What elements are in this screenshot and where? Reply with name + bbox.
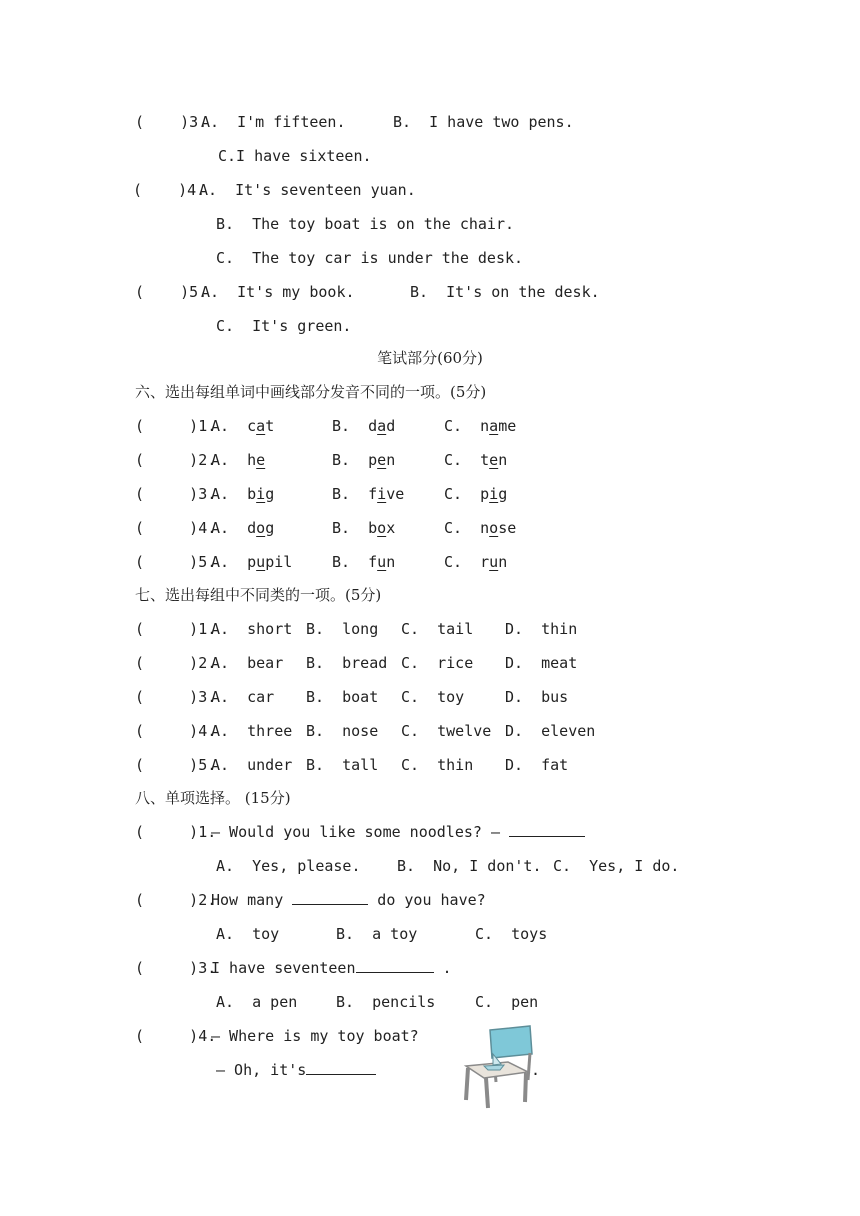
underlined-letter: i [489, 485, 499, 503]
s8-q4-number: ( )4. [135, 1027, 217, 1045]
word-part: g [265, 519, 275, 537]
underlined-letter: i [377, 485, 387, 503]
word-part: A. b [211, 485, 257, 503]
s8-q3-option-c: C. pen [475, 993, 539, 1011]
s8-q1-option-a: A. Yes, please. [216, 857, 361, 875]
word-part: C. r [444, 553, 490, 571]
word-part: B. p [332, 451, 378, 469]
listening-q5-option-a: A. It's my book. [201, 283, 355, 301]
s7-option-b: B. nose [306, 722, 379, 740]
s7-option-c: C. toy [401, 688, 465, 706]
s7-option-b: B. long [306, 620, 379, 638]
s8-q4-period: . [531, 1061, 541, 1079]
chair-back-post-right [528, 1053, 530, 1080]
s7-item-number: ( )5. [135, 756, 217, 774]
s6-option-b [332, 518, 395, 538]
s7-option-c: C. tail [401, 620, 474, 638]
s8-q3-option-b: B. pencils [336, 993, 436, 1011]
word-part: B. f [332, 485, 378, 503]
listening-q4-number: ( )4. [133, 181, 206, 199]
s8-q2-number: ( )2. [135, 891, 217, 909]
s7-option-a: A. short [211, 620, 293, 638]
s8-q2-stem-end: do you have? [368, 891, 486, 909]
s8-q1-stem [211, 822, 585, 842]
word-part: n [386, 451, 396, 469]
s8-q2-option-a: A. toy [216, 925, 280, 943]
listening-q4-option-b: B. The toy boat is on the chair. [216, 215, 515, 233]
word-part: C. n [444, 519, 490, 537]
s6-option-c [444, 518, 516, 538]
s8-q3-stem-end: . [433, 959, 452, 977]
s8-q3-option-a: A. a pen [216, 993, 298, 1011]
s8-q1-option-c: C. Yes, I do. [553, 857, 680, 875]
s6-item-number: ( )2. [135, 451, 217, 469]
s7-option-d: D. eleven [505, 722, 596, 740]
word-part: t [265, 417, 275, 435]
chair-with-boat-illustration [458, 1022, 541, 1112]
underlined-letter: o [489, 519, 499, 537]
s8-q2-answer-blank[interactable] [292, 890, 368, 905]
s7-option-b: B. tall [306, 756, 379, 774]
s8-q3-number: ( )3. [135, 959, 217, 977]
s8-q4-stem: — Where is my toy boat? [211, 1027, 419, 1045]
underlined-letter: o [256, 519, 266, 537]
s7-option-d: D. fat [505, 756, 569, 774]
underlined-letter: a [377, 417, 387, 435]
section6-title: 六、选出每组单词中画线部分发音不同的一项。(5分) [135, 383, 487, 401]
word-part: C. n [444, 417, 490, 435]
s8-q4-reply [216, 1060, 376, 1080]
s8-q2-option-c: C. toys [475, 925, 548, 943]
s7-option-a: A. bear [211, 654, 284, 672]
s6-item-number: ( )4. [135, 519, 217, 537]
listening-q5-option-c: C. It's green. [216, 317, 352, 335]
s7-item-number: ( )1. [135, 620, 217, 638]
listening-q3-option-c: C.I have sixteen. [218, 147, 372, 165]
underlined-letter: a [256, 417, 266, 435]
underlined-letter: u [377, 553, 387, 571]
word-part: A. h [211, 451, 257, 469]
s8-q2-stem [211, 890, 486, 910]
s7-item-number: ( )2. [135, 654, 217, 672]
s7-option-a: A. car [211, 688, 275, 706]
underlined-letter: a [489, 417, 499, 435]
s6-option-a [211, 484, 274, 504]
s6-option-a [211, 416, 274, 436]
underlined-letter: u [256, 553, 266, 571]
listening-q5-number: ( )5. [135, 283, 208, 301]
word-part: n [498, 451, 508, 469]
s6-option-b [332, 450, 395, 470]
s6-item-number: ( )5. [135, 553, 217, 571]
word-part: pil [265, 553, 293, 571]
word-part: me [498, 417, 517, 435]
s6-option-b [332, 484, 404, 504]
s6-option-c [444, 484, 507, 504]
word-part: g [498, 485, 508, 503]
s7-option-b: B. boat [306, 688, 379, 706]
s8-q4-reply-text: — Oh, it's [216, 1061, 307, 1079]
s7-option-a: A. three [211, 722, 293, 740]
underlined-letter: e [377, 451, 387, 469]
listening-q3-option-b: B. I have two pens. [393, 113, 574, 131]
section8-title: 八、单项选择。 (15分) [135, 789, 291, 807]
s8-q1-option-b: B. No, I don't. [397, 857, 542, 875]
s6-option-a [211, 450, 265, 470]
s8-q3-answer-blank[interactable] [356, 958, 434, 973]
s6-item-number: ( )3. [135, 485, 217, 503]
s6-option-c [444, 450, 507, 470]
word-part: A. p [211, 553, 257, 571]
word-part: n [386, 553, 396, 571]
word-part: x [386, 519, 396, 537]
s7-option-d: D. bus [505, 688, 569, 706]
word-part: C. t [444, 451, 490, 469]
section7-title: 七、选出每组中不同类的一项。(5分) [135, 586, 382, 604]
s7-item-number: ( )3. [135, 688, 217, 706]
s6-option-a [211, 518, 274, 538]
word-part: B. b [332, 519, 378, 537]
s7-item-number: ( )4. [135, 722, 217, 740]
underlined-letter: i [256, 485, 266, 503]
s6-option-b [332, 552, 395, 572]
word-part: C. p [444, 485, 490, 503]
s8-q2-option-b: B. a toy [336, 925, 418, 943]
listening-q4-option-a: A. It's seventeen yuan. [199, 181, 416, 199]
s8-q4-answer-blank[interactable] [306, 1060, 376, 1075]
s6-option-c [444, 552, 507, 572]
listening-q4-option-c: C. The toy car is under the desk. [216, 249, 524, 267]
s6-item-number: ( )1. [135, 417, 217, 435]
written-part-title: 笔试部分(60分) [377, 349, 483, 367]
chair-leg-front-left [466, 1068, 468, 1100]
s6-option-c [444, 416, 516, 436]
s8-q1-answer-blank[interactable] [509, 822, 585, 837]
underlined-letter: u [489, 553, 499, 571]
s7-option-b: B. bread [306, 654, 388, 672]
s7-option-c: C. thin [401, 756, 474, 774]
s6-option-a [211, 552, 292, 572]
underlined-letter: o [377, 519, 387, 537]
toy-boat-hull [484, 1065, 504, 1070]
word-part: n [498, 553, 508, 571]
s7-option-d: D. thin [505, 620, 578, 638]
s7-option-d: D. meat [505, 654, 578, 672]
s7-option-a: A. under [211, 756, 293, 774]
word-part: B. f [332, 553, 378, 571]
s8-q1-stem-text: — Would you like some noodles? — [211, 823, 510, 841]
listening-q3-option-a: A. I'm fifteen. [201, 113, 346, 131]
word-part: A. c [211, 417, 257, 435]
chair-backrest [490, 1026, 532, 1058]
listening-q5-option-b: B. It's on the desk. [410, 283, 600, 301]
word-part: g [265, 485, 275, 503]
s6-option-b [332, 416, 395, 436]
word-part: B. d [332, 417, 378, 435]
s8-q1-number: ( )1. [135, 823, 217, 841]
word-part: A. d [211, 519, 257, 537]
s8-q2-stem-start: How many [211, 891, 293, 909]
listening-q3-number: ( )3. [135, 113, 208, 131]
s8-q3-stem [211, 958, 452, 978]
word-part: se [498, 519, 517, 537]
word-part: d [386, 417, 396, 435]
chair-leg-back-right [525, 1073, 526, 1102]
word-part: ve [386, 485, 405, 503]
underlined-letter: e [256, 451, 266, 469]
chair-leg-front-right [486, 1078, 488, 1108]
s7-option-c: C. rice [401, 654, 474, 672]
s7-option-c: C. twelve [401, 722, 492, 740]
s8-q3-stem-start: I have seventeen [211, 959, 356, 977]
underlined-letter: e [489, 451, 499, 469]
